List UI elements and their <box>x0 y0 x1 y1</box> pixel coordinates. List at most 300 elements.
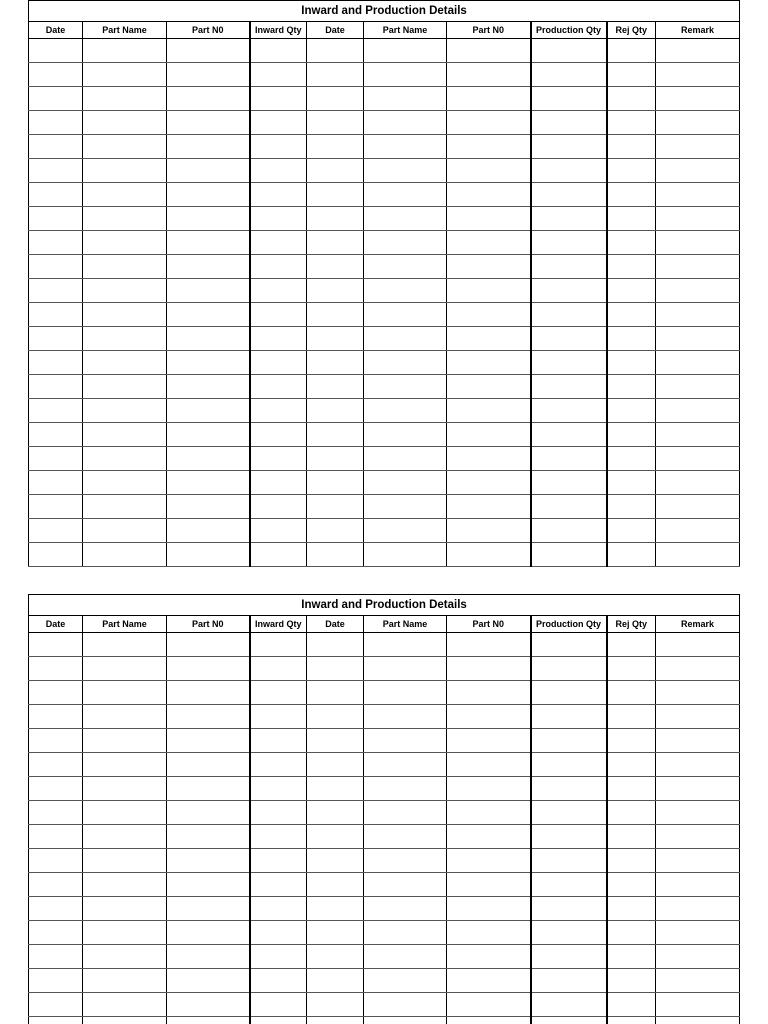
cell-inward-qty[interactable] <box>250 159 307 183</box>
cell-remark[interactable] <box>656 897 740 921</box>
cell-production-part-no[interactable] <box>447 423 531 447</box>
cell-inward-qty[interactable] <box>250 327 307 351</box>
cell-part-no[interactable] <box>167 495 250 519</box>
cell-part-no[interactable] <box>167 681 250 705</box>
cell-inward-qty[interactable] <box>250 681 307 705</box>
cell-production-date[interactable] <box>307 921 364 945</box>
cell-production-qty[interactable] <box>531 825 607 849</box>
cell-inward-qty[interactable] <box>250 351 307 375</box>
cell-part-name[interactable] <box>83 447 167 471</box>
cell-production-date[interactable] <box>307 801 364 825</box>
cell-date[interactable] <box>29 519 83 543</box>
cell-rej-qty[interactable] <box>607 495 656 519</box>
cell-inward-qty[interactable] <box>250 993 307 1017</box>
cell-part-no[interactable] <box>167 183 250 207</box>
cell-production-qty[interactable] <box>531 39 607 63</box>
cell-date[interactable] <box>29 921 83 945</box>
cell-production-part-no[interactable] <box>447 897 531 921</box>
cell-part-no[interactable] <box>167 255 250 279</box>
cell-production-date[interactable] <box>307 447 364 471</box>
cell-production-part-name[interactable] <box>364 183 447 207</box>
cell-date[interactable] <box>29 849 83 873</box>
cell-date[interactable] <box>29 633 83 657</box>
cell-date[interactable] <box>29 873 83 897</box>
cell-rej-qty[interactable] <box>607 825 656 849</box>
cell-part-name[interactable] <box>83 111 167 135</box>
cell-production-date[interactable] <box>307 945 364 969</box>
cell-production-part-no[interactable] <box>447 993 531 1017</box>
cell-production-part-no[interactable] <box>447 945 531 969</box>
cell-production-date[interactable] <box>307 825 364 849</box>
cell-inward-qty[interactable] <box>250 111 307 135</box>
cell-inward-qty[interactable] <box>250 801 307 825</box>
cell-inward-qty[interactable] <box>250 753 307 777</box>
cell-part-no[interactable] <box>167 729 250 753</box>
cell-rej-qty[interactable] <box>607 681 656 705</box>
cell-part-no[interactable] <box>167 777 250 801</box>
cell-production-part-name[interactable] <box>364 159 447 183</box>
cell-production-date[interactable] <box>307 777 364 801</box>
cell-date[interactable] <box>29 231 83 255</box>
cell-remark[interactable] <box>656 753 740 777</box>
cell-inward-qty[interactable] <box>250 873 307 897</box>
cell-part-name[interactable] <box>83 399 167 423</box>
cell-production-qty[interactable] <box>531 753 607 777</box>
cell-part-no[interactable] <box>167 351 250 375</box>
cell-production-part-no[interactable] <box>447 399 531 423</box>
cell-part-no[interactable] <box>167 63 250 87</box>
cell-rej-qty[interactable] <box>607 471 656 495</box>
cell-production-part-name[interactable] <box>364 1017 447 1024</box>
cell-date[interactable] <box>29 159 83 183</box>
cell-production-part-name[interactable] <box>364 351 447 375</box>
cell-part-no[interactable] <box>167 423 250 447</box>
cell-remark[interactable] <box>656 183 740 207</box>
cell-production-part-name[interactable] <box>364 969 447 993</box>
cell-part-no[interactable] <box>167 633 250 657</box>
cell-rej-qty[interactable] <box>607 873 656 897</box>
cell-inward-qty[interactable] <box>250 471 307 495</box>
cell-date[interactable] <box>29 681 83 705</box>
cell-production-date[interactable] <box>307 1017 364 1024</box>
cell-production-date[interactable] <box>307 87 364 111</box>
cell-rej-qty[interactable] <box>607 969 656 993</box>
cell-part-no[interactable] <box>167 753 250 777</box>
cell-remark[interactable] <box>656 729 740 753</box>
cell-inward-qty[interactable] <box>250 399 307 423</box>
cell-production-qty[interactable] <box>531 657 607 681</box>
cell-production-qty[interactable] <box>531 423 607 447</box>
cell-rej-qty[interactable] <box>607 801 656 825</box>
cell-production-part-no[interactable] <box>447 519 531 543</box>
cell-rej-qty[interactable] <box>607 255 656 279</box>
cell-remark[interactable] <box>656 447 740 471</box>
cell-rej-qty[interactable] <box>607 423 656 447</box>
cell-production-part-name[interactable] <box>364 255 447 279</box>
cell-part-name[interactable] <box>83 969 167 993</box>
cell-rej-qty[interactable] <box>607 351 656 375</box>
cell-production-date[interactable] <box>307 135 364 159</box>
cell-production-part-no[interactable] <box>447 633 531 657</box>
cell-production-qty[interactable] <box>531 111 607 135</box>
cell-date[interactable] <box>29 801 83 825</box>
cell-part-no[interactable] <box>167 279 250 303</box>
cell-date[interactable] <box>29 183 83 207</box>
cell-production-date[interactable] <box>307 399 364 423</box>
cell-production-date[interactable] <box>307 897 364 921</box>
cell-part-name[interactable] <box>83 777 167 801</box>
cell-production-part-no[interactable] <box>447 1017 531 1024</box>
cell-date[interactable] <box>29 399 83 423</box>
cell-remark[interactable] <box>656 873 740 897</box>
cell-production-date[interactable] <box>307 375 364 399</box>
cell-date[interactable] <box>29 87 83 111</box>
cell-date[interactable] <box>29 63 83 87</box>
cell-production-qty[interactable] <box>531 399 607 423</box>
cell-date[interactable] <box>29 111 83 135</box>
cell-remark[interactable] <box>656 543 740 567</box>
cell-production-date[interactable] <box>307 495 364 519</box>
cell-production-part-name[interactable] <box>364 753 447 777</box>
cell-inward-qty[interactable] <box>250 969 307 993</box>
cell-remark[interactable] <box>656 159 740 183</box>
cell-production-date[interactable] <box>307 993 364 1017</box>
cell-production-part-name[interactable] <box>364 423 447 447</box>
cell-production-qty[interactable] <box>531 921 607 945</box>
cell-production-qty[interactable] <box>531 729 607 753</box>
cell-production-part-no[interactable] <box>447 327 531 351</box>
cell-production-date[interactable] <box>307 303 364 327</box>
cell-rej-qty[interactable] <box>607 993 656 1017</box>
cell-production-qty[interactable] <box>531 897 607 921</box>
cell-production-part-no[interactable] <box>447 543 531 567</box>
cell-inward-qty[interactable] <box>250 729 307 753</box>
cell-rej-qty[interactable] <box>607 135 656 159</box>
cell-remark[interactable] <box>656 135 740 159</box>
cell-rej-qty[interactable] <box>607 897 656 921</box>
cell-inward-qty[interactable] <box>250 705 307 729</box>
cell-inward-qty[interactable] <box>250 303 307 327</box>
cell-production-part-name[interactable] <box>364 519 447 543</box>
cell-part-no[interactable] <box>167 375 250 399</box>
cell-remark[interactable] <box>656 969 740 993</box>
cell-production-part-name[interactable] <box>364 633 447 657</box>
cell-remark[interactable] <box>656 471 740 495</box>
cell-production-qty[interactable] <box>531 351 607 375</box>
cell-production-part-name[interactable] <box>364 729 447 753</box>
cell-remark[interactable] <box>656 495 740 519</box>
cell-production-part-name[interactable] <box>364 897 447 921</box>
cell-production-qty[interactable] <box>531 447 607 471</box>
cell-production-date[interactable] <box>307 183 364 207</box>
cell-part-name[interactable] <box>83 375 167 399</box>
cell-part-no[interactable] <box>167 801 250 825</box>
cell-part-name[interactable] <box>83 921 167 945</box>
cell-date[interactable] <box>29 825 83 849</box>
cell-part-no[interactable] <box>167 87 250 111</box>
cell-part-no[interactable] <box>167 207 250 231</box>
cell-part-name[interactable] <box>83 231 167 255</box>
cell-production-part-no[interactable] <box>447 921 531 945</box>
cell-rej-qty[interactable] <box>607 543 656 567</box>
cell-remark[interactable] <box>656 255 740 279</box>
cell-inward-qty[interactable] <box>250 447 307 471</box>
cell-part-name[interactable] <box>83 633 167 657</box>
cell-remark[interactable] <box>656 231 740 255</box>
cell-remark[interactable] <box>656 801 740 825</box>
cell-production-part-name[interactable] <box>364 447 447 471</box>
cell-remark[interactable] <box>656 681 740 705</box>
cell-part-name[interactable] <box>83 873 167 897</box>
cell-production-part-name[interactable] <box>364 543 447 567</box>
cell-date[interactable] <box>29 255 83 279</box>
cell-part-no[interactable] <box>167 159 250 183</box>
cell-inward-qty[interactable] <box>250 279 307 303</box>
cell-part-no[interactable] <box>167 111 250 135</box>
cell-production-part-name[interactable] <box>364 471 447 495</box>
cell-inward-qty[interactable] <box>250 39 307 63</box>
cell-date[interactable] <box>29 777 83 801</box>
cell-inward-qty[interactable] <box>250 777 307 801</box>
cell-production-qty[interactable] <box>531 303 607 327</box>
cell-part-name[interactable] <box>83 303 167 327</box>
cell-production-qty[interactable] <box>531 159 607 183</box>
cell-inward-qty[interactable] <box>250 1017 307 1024</box>
cell-date[interactable] <box>29 135 83 159</box>
cell-production-part-no[interactable] <box>447 471 531 495</box>
cell-production-part-name[interactable] <box>364 849 447 873</box>
cell-part-no[interactable] <box>167 897 250 921</box>
cell-production-part-no[interactable] <box>447 849 531 873</box>
cell-rej-qty[interactable] <box>607 447 656 471</box>
cell-production-part-name[interactable] <box>364 657 447 681</box>
cell-rej-qty[interactable] <box>607 231 656 255</box>
cell-date[interactable] <box>29 495 83 519</box>
cell-production-part-name[interactable] <box>364 681 447 705</box>
cell-remark[interactable] <box>656 705 740 729</box>
cell-part-name[interactable] <box>83 423 167 447</box>
cell-part-no[interactable] <box>167 399 250 423</box>
cell-part-no[interactable] <box>167 969 250 993</box>
cell-remark[interactable] <box>656 39 740 63</box>
cell-production-part-name[interactable] <box>364 825 447 849</box>
cell-remark[interactable] <box>656 423 740 447</box>
cell-rej-qty[interactable] <box>607 705 656 729</box>
cell-part-no[interactable] <box>167 873 250 897</box>
cell-part-name[interactable] <box>83 327 167 351</box>
cell-inward-qty[interactable] <box>250 255 307 279</box>
cell-production-date[interactable] <box>307 471 364 495</box>
cell-production-part-no[interactable] <box>447 753 531 777</box>
cell-production-qty[interactable] <box>531 279 607 303</box>
cell-part-name[interactable] <box>83 183 167 207</box>
cell-remark[interactable] <box>656 63 740 87</box>
cell-rej-qty[interactable] <box>607 375 656 399</box>
cell-production-qty[interactable] <box>531 705 607 729</box>
cell-inward-qty[interactable] <box>250 63 307 87</box>
cell-remark[interactable] <box>656 849 740 873</box>
cell-inward-qty[interactable] <box>250 897 307 921</box>
cell-remark[interactable] <box>656 519 740 543</box>
cell-rej-qty[interactable] <box>607 519 656 543</box>
cell-part-name[interactable] <box>83 471 167 495</box>
cell-production-date[interactable] <box>307 849 364 873</box>
cell-inward-qty[interactable] <box>250 543 307 567</box>
cell-date[interactable] <box>29 897 83 921</box>
cell-rej-qty[interactable] <box>607 87 656 111</box>
cell-date[interactable] <box>29 705 83 729</box>
cell-production-part-no[interactable] <box>447 231 531 255</box>
cell-part-name[interactable] <box>83 657 167 681</box>
cell-inward-qty[interactable] <box>250 207 307 231</box>
cell-part-no[interactable] <box>167 327 250 351</box>
cell-date[interactable] <box>29 993 83 1017</box>
cell-part-no[interactable] <box>167 135 250 159</box>
cell-production-qty[interactable] <box>531 873 607 897</box>
cell-production-part-name[interactable] <box>364 945 447 969</box>
cell-production-qty[interactable] <box>531 207 607 231</box>
cell-date[interactable] <box>29 327 83 351</box>
cell-production-qty[interactable] <box>531 63 607 87</box>
cell-inward-qty[interactable] <box>250 825 307 849</box>
cell-rej-qty[interactable] <box>607 777 656 801</box>
cell-production-part-name[interactable] <box>364 63 447 87</box>
cell-production-part-name[interactable] <box>364 87 447 111</box>
cell-production-date[interactable] <box>307 63 364 87</box>
cell-part-no[interactable] <box>167 993 250 1017</box>
cell-production-part-name[interactable] <box>364 135 447 159</box>
cell-rej-qty[interactable] <box>607 327 656 351</box>
cell-production-part-no[interactable] <box>447 969 531 993</box>
cell-production-part-name[interactable] <box>364 111 447 135</box>
cell-production-qty[interactable] <box>531 543 607 567</box>
cell-inward-qty[interactable] <box>250 423 307 447</box>
cell-production-part-name[interactable] <box>364 399 447 423</box>
cell-production-part-no[interactable] <box>447 111 531 135</box>
cell-production-qty[interactable] <box>531 681 607 705</box>
cell-part-name[interactable] <box>83 351 167 375</box>
cell-part-name[interactable] <box>83 255 167 279</box>
cell-production-qty[interactable] <box>531 327 607 351</box>
cell-production-part-no[interactable] <box>447 159 531 183</box>
cell-part-name[interactable] <box>83 543 167 567</box>
cell-rej-qty[interactable] <box>607 159 656 183</box>
cell-inward-qty[interactable] <box>250 519 307 543</box>
cell-production-qty[interactable] <box>531 777 607 801</box>
cell-inward-qty[interactable] <box>250 183 307 207</box>
cell-remark[interactable] <box>656 303 740 327</box>
cell-part-name[interactable] <box>83 1017 167 1024</box>
cell-remark[interactable] <box>656 111 740 135</box>
cell-inward-qty[interactable] <box>250 633 307 657</box>
cell-date[interactable] <box>29 543 83 567</box>
cell-rej-qty[interactable] <box>607 849 656 873</box>
cell-production-date[interactable] <box>307 753 364 777</box>
cell-remark[interactable] <box>656 945 740 969</box>
cell-production-date[interactable] <box>307 111 364 135</box>
cell-production-qty[interactable] <box>531 849 607 873</box>
cell-rej-qty[interactable] <box>607 729 656 753</box>
cell-production-part-name[interactable] <box>364 327 447 351</box>
cell-production-date[interactable] <box>307 39 364 63</box>
cell-remark[interactable] <box>656 87 740 111</box>
cell-production-qty[interactable] <box>531 471 607 495</box>
cell-production-date[interactable] <box>307 327 364 351</box>
cell-part-name[interactable] <box>83 87 167 111</box>
cell-production-qty[interactable] <box>531 993 607 1017</box>
cell-production-qty[interactable] <box>531 255 607 279</box>
cell-production-part-name[interactable] <box>364 303 447 327</box>
cell-part-no[interactable] <box>167 849 250 873</box>
cell-production-date[interactable] <box>307 423 364 447</box>
cell-rej-qty[interactable] <box>607 111 656 135</box>
cell-rej-qty[interactable] <box>607 921 656 945</box>
cell-production-qty[interactable] <box>531 135 607 159</box>
cell-date[interactable] <box>29 969 83 993</box>
cell-part-no[interactable] <box>167 945 250 969</box>
cell-date[interactable] <box>29 471 83 495</box>
cell-production-part-no[interactable] <box>447 705 531 729</box>
cell-production-qty[interactable] <box>531 495 607 519</box>
cell-production-date[interactable] <box>307 729 364 753</box>
cell-production-part-no[interactable] <box>447 777 531 801</box>
cell-production-part-no[interactable] <box>447 351 531 375</box>
cell-part-no[interactable] <box>167 447 250 471</box>
cell-production-date[interactable] <box>307 657 364 681</box>
cell-date[interactable] <box>29 753 83 777</box>
cell-production-date[interactable] <box>307 279 364 303</box>
cell-part-no[interactable] <box>167 1017 250 1024</box>
cell-remark[interactable] <box>656 327 740 351</box>
cell-inward-qty[interactable] <box>250 87 307 111</box>
cell-production-part-name[interactable] <box>364 375 447 399</box>
cell-production-date[interactable] <box>307 519 364 543</box>
cell-part-name[interactable] <box>83 897 167 921</box>
cell-date[interactable] <box>29 1017 83 1024</box>
cell-part-name[interactable] <box>83 993 167 1017</box>
cell-production-qty[interactable] <box>531 375 607 399</box>
cell-production-qty[interactable] <box>531 231 607 255</box>
cell-production-part-no[interactable] <box>447 495 531 519</box>
cell-production-date[interactable] <box>307 207 364 231</box>
cell-date[interactable] <box>29 447 83 471</box>
cell-rej-qty[interactable] <box>607 657 656 681</box>
cell-production-part-no[interactable] <box>447 729 531 753</box>
cell-production-date[interactable] <box>307 231 364 255</box>
cell-production-part-no[interactable] <box>447 135 531 159</box>
cell-part-name[interactable] <box>83 63 167 87</box>
cell-date[interactable] <box>29 729 83 753</box>
cell-date[interactable] <box>29 303 83 327</box>
cell-rej-qty[interactable] <box>607 63 656 87</box>
cell-production-qty[interactable] <box>531 1017 607 1024</box>
cell-remark[interactable] <box>656 657 740 681</box>
cell-inward-qty[interactable] <box>250 921 307 945</box>
cell-date[interactable] <box>29 423 83 447</box>
cell-remark[interactable] <box>656 351 740 375</box>
cell-part-no[interactable] <box>167 39 250 63</box>
cell-production-part-no[interactable] <box>447 255 531 279</box>
cell-rej-qty[interactable] <box>607 1017 656 1024</box>
cell-part-name[interactable] <box>83 849 167 873</box>
cell-part-name[interactable] <box>83 705 167 729</box>
cell-production-part-no[interactable] <box>447 279 531 303</box>
cell-part-name[interactable] <box>83 159 167 183</box>
cell-part-no[interactable] <box>167 231 250 255</box>
cell-production-qty[interactable] <box>531 969 607 993</box>
cell-production-part-name[interactable] <box>364 705 447 729</box>
cell-production-date[interactable] <box>307 159 364 183</box>
